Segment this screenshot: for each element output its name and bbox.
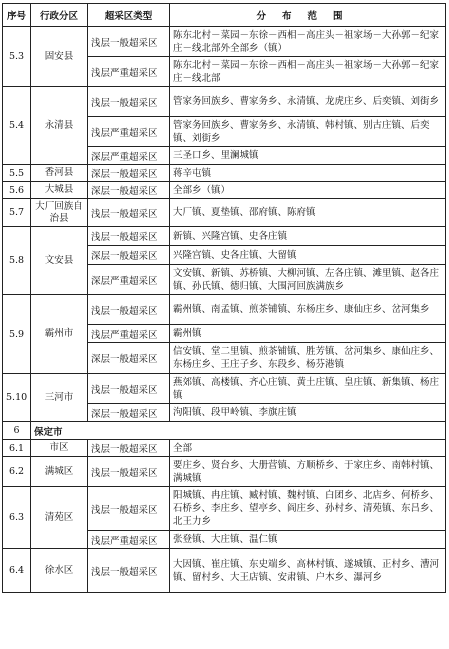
row-no: 6.3 [3,487,31,549]
row-desc: 泃阳镇、段甲岭镇、李旗庄镇 [170,404,446,422]
row-type: 浅层一般超采区 [88,227,170,246]
table-row [3,199,446,227]
row-district: 永清县 [31,87,88,165]
table-row [3,457,446,487]
row-no: 5.4 [3,87,31,165]
section-row [3,422,446,440]
row-desc: 陈东北村－菜园－东徐－西相－高庄头－祖家场－大孙郭－纪家庄－线北部 [170,57,446,87]
row-desc: 新镇、兴隆宫镇、史各庄镇 [170,227,446,246]
row-desc: 蒋辛屯镇 [170,165,446,182]
table-row [3,374,446,404]
row-type: 浅层一般超采区 [88,487,170,531]
row-no: 6.4 [3,549,31,593]
row-desc: 兴隆宫镇、史各庄镇、大留镇 [170,246,446,265]
table-row [3,487,446,531]
row-no: 5.10 [3,374,31,422]
row-type: 浅层严重超采区 [88,117,170,147]
row-district: 大厂回族自治县 [31,199,88,227]
table-row [3,87,446,117]
row-no: 5.6 [3,182,31,199]
table-row [3,165,446,182]
row-district: 香河县 [31,165,88,182]
row-district: 市区 [31,440,88,457]
header-type: 超采区类型 [88,4,170,27]
row-desc: 张登镇、大庄镇、温仁镇 [170,531,446,549]
section-label: 保定市 [31,422,446,440]
row-desc: 陈东北村－菜园－东徐－西相－高庄头－祖家场－大孙郭－纪家庄－线北部外全部乡（镇） [170,27,446,57]
row-desc: 大厂镇、夏垫镇、邵府镇、陈府镇 [170,199,446,227]
row-type: 浅层严重超采区 [88,57,170,87]
row-desc: 管家务回族乡、曹家务乡、永清镇、韩村镇、别古庄镇、后奕镇、刘街乡 [170,117,446,147]
header-district: 行政分区 [31,4,88,27]
row-desc: 霸州镇、南孟镇、煎茶铺镇、东杨庄乡、康仙庄乡、岔河集乡 [170,295,446,325]
distribution-table [2,3,446,593]
row-district: 徐水区 [31,549,88,593]
row-desc: 要庄乡、贤台乡、大册营镇、方顺桥乡、于家庄乡、南韩村镇、满城镇 [170,457,446,487]
table-row [3,440,446,457]
row-type: 深层一般超采区 [88,404,170,422]
row-type: 深层一般超采区 [88,165,170,182]
row-no: 5.5 [3,165,31,182]
row-type: 深层严重超采区 [88,265,170,295]
row-district: 霸州市 [31,295,88,374]
row-type: 深层严重超采区 [88,147,170,165]
row-desc: 文安镇、新镇、苏桥镇、大柳河镇、左各庄镇、滩里镇、赵各庄镇、孙氏镇、德归镇、大围河回族满族乡 [170,265,446,295]
row-type: 深层一般超采区 [88,246,170,265]
row-type: 浅层一般超采区 [88,440,170,457]
row-type: 深层一般超采区 [88,182,170,199]
section-no: 6 [3,422,31,440]
row-district: 满城区 [31,457,88,487]
row-no: 6.2 [3,457,31,487]
row-type: 浅层一般超采区 [88,295,170,325]
header-no: 序号 [3,4,31,27]
table-row [3,182,446,199]
row-type: 浅层严重超采区 [88,531,170,549]
row-desc: 阳城镇、冉庄镇、臧村镇、魏村镇、白团乡、北店乡、何桥乡、石桥乡、李庄乡、望亭乡、阎庄乡、孙村乡、清苑镇、东吕乡、北王力乡 [170,487,446,531]
row-type: 浅层严重超采区 [88,325,170,343]
table-row [3,549,446,593]
row-desc: 管家务回族乡、曹家务乡、永清镇、龙虎庄乡、后奕镇、刘街乡 [170,87,446,117]
row-no: 5.3 [3,27,31,87]
row-district: 文安县 [31,227,88,295]
row-desc: 全部乡（镇） [170,182,446,199]
header-row [3,4,446,27]
row-no: 5.8 [3,227,31,295]
table-row [3,27,446,57]
row-desc: 大因镇、崔庄镇、东史端乡、高林村镇、遂城镇、正村乡、漕河镇、留村乡、大王店镇、安肃镇、户木乡、瀑河乡 [170,549,446,593]
row-type: 浅层一般超采区 [88,457,170,487]
row-district: 大城县 [31,182,88,199]
header-distribution: 分布范围 [170,4,446,27]
row-desc: 信安镇、堂二里镇、煎茶铺镇、胜芳镇、岔河集乡、康仙庄乡、东杨庄乡、王庄子乡、东段乡、杨芬港镇 [170,343,446,374]
row-type: 浅层一般超采区 [88,27,170,57]
row-no: 5.9 [3,295,31,374]
table-row [3,295,446,325]
row-no: 5.7 [3,199,31,227]
row-desc: 霸州镇 [170,325,446,343]
table-row [3,227,446,246]
row-desc: 燕郊镇、高楼镇、齐心庄镇、黄土庄镇、皇庄镇、新集镇、杨庄镇 [170,374,446,404]
row-desc: 三圣口乡、里澜城镇 [170,147,446,165]
row-type: 浅层一般超采区 [88,374,170,404]
row-district: 清苑区 [31,487,88,549]
row-desc: 全部 [170,440,446,457]
row-type: 浅层一般超采区 [88,199,170,227]
row-type: 深层一般超采区 [88,343,170,374]
row-district: 固安县 [31,27,88,87]
row-type: 浅层一般超采区 [88,87,170,117]
row-district: 三河市 [31,374,88,422]
row-type: 浅层一般超采区 [88,549,170,593]
row-no: 6.1 [3,440,31,457]
